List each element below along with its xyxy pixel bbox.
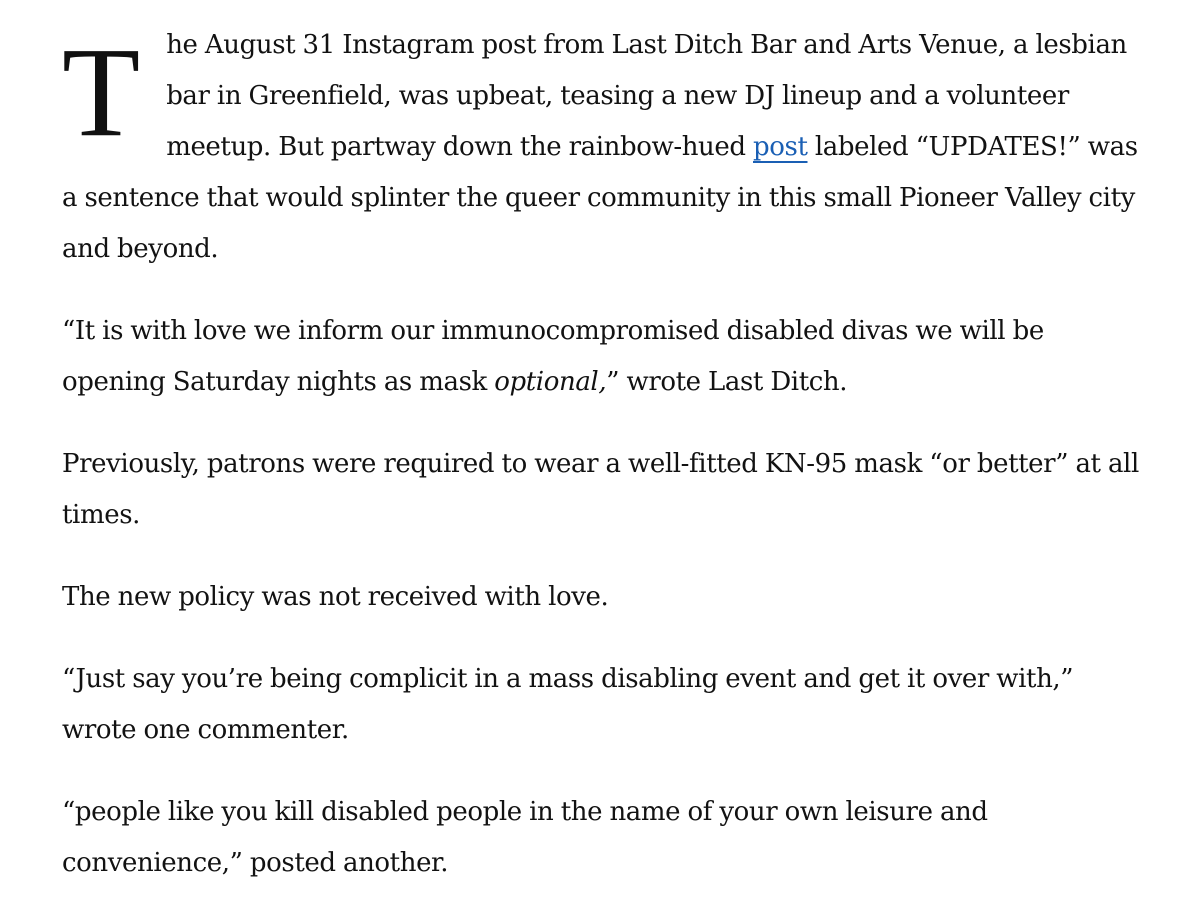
post-link[interactable]: post	[753, 132, 808, 162]
lead-text-after-link: labeled “UPDATES!” was a sentence that would splinter the queer community in this small Pioneer Valley city and beyond.	[62, 132, 1138, 264]
quote-paragraph	[62, 306, 1152, 408]
paragraph-another-comment: “people like you kill disabled people in the name of your own leisure and convenience,” posted another.	[62, 797, 988, 878]
lead-paragraph	[62, 20, 1152, 275]
quote-emphasis: optional,	[494, 367, 607, 397]
quote-text-before-emphasis: “It is with love we inform our immunocompromised disabled divas we will be opening Saturday nights as mask	[62, 316, 1044, 397]
paragraph-new-policy-reception: The new policy was not received with love.	[62, 582, 609, 612]
quote-text-after-emphasis: ” wrote Last Ditch.	[606, 367, 848, 397]
drop-cap: T	[62, 21, 141, 163]
article-body	[62, 20, 1152, 920]
lead-text-before-link: he August 31 Instagram post from Last Ditch Bar and Arts Venue, a lesbian bar in Greenfield, was upbeat, teasing a new DJ lineup and a volunteer meetup. But partway down the rainbow-hued	[166, 30, 1127, 162]
paragraph-commenter-quote: “Just say you’re being complicit in a mass disabling event and get it over with,” wrote one commenter.	[62, 664, 1074, 745]
paragraph-previous-policy: Previously, patrons were required to wear a well-fitted KN-95 mask “or better” at all times.	[62, 449, 1139, 530]
